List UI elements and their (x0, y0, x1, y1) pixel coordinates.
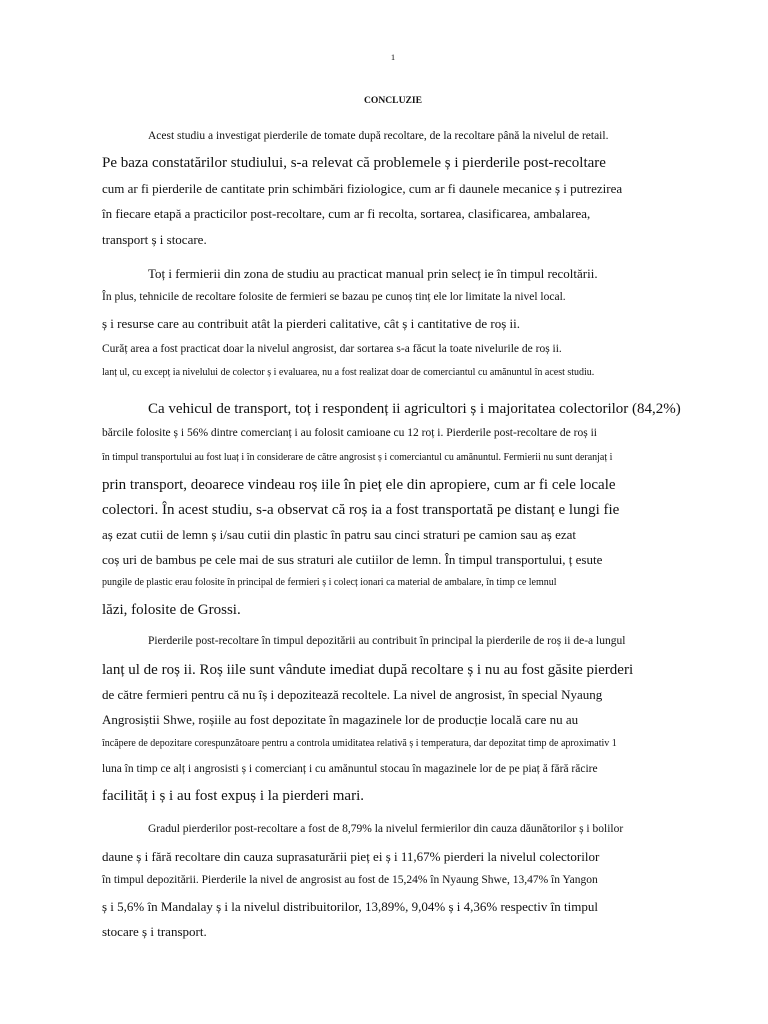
paragraph-line: Angrosiștii Shwe, roșiile au fost depozitate în magazinele lor de producție locală care nu au (102, 712, 579, 727)
paragraph-line: Acest studiu a investigat pierderile de tomate după recoltare, de la recoltare până la nivelul de retail. (148, 130, 609, 142)
paragraph-line: prin transport, deoarece vindeau roș iile în pieț ele din apropiere, cum ar fi cele locale (102, 477, 616, 493)
paragraph-line: În plus, tehnicile de recoltare folosite de fermieri se bazau pe cunoș tinț ele lor limitate la nivel local. (102, 291, 566, 303)
paragraph-line: Pe baza constatărilor studiului, s-a relevat că problemele ș i pierderile post-recoltare (102, 155, 606, 171)
paragraph-line: lăzi, folosite de Grossi. (102, 602, 241, 618)
paragraph-line: încăpere de depozitare corespunzătoare pentru a controla umiditatea relativă ș i temperatura, dar depozitat timp de aproximativ 1 (102, 738, 617, 749)
paragraph-line: pungile de plastic erau folosite în principal de fermieri ș i colecț ionari ca material de ambalare, în timp ce lemnul (102, 577, 557, 588)
paragraph-line: colectori. În acest studiu, s-a observat că roș ia a fost transportată pe distanț e lungi fie (102, 502, 620, 518)
paragraph-line: luna în timp ce alț i angrosisti ș i comercianț i cu amănuntul stocau în magazinele lor de pe piaț ă fără răcire (102, 763, 598, 775)
page-title: CONCLUZIE (364, 95, 422, 106)
paragraph-line: lanț ul de roș ii. Roș iile sunt vândute imediat după recoltare ș i nu au fost găsite pierderi (102, 662, 634, 678)
paragraph-line: Curăț area a fost practicat doar la nivelul angrosist, dar sortarea s-a făcut la toate nivelurile de roș ii. (102, 343, 562, 355)
paragraph-line: Pierderile post-recoltare în timpul depozitării au contribuit în principal la pierderile de roș ii de-a lungul (148, 635, 626, 647)
paragraph-line: bărcile folosite ș i 56% dintre comercianț i au folosit camioane cu 12 roț i. Pierderile post-recoltare de roș ii (102, 427, 597, 439)
paragraph-line: facilităț i ș i au fost expuș i la pierderi mari. (102, 788, 365, 804)
paragraph-line: Ca vehicul de transport, toț i respondenț ii agricultori ș i majoritatea colectorilor (84,2%) (148, 401, 681, 417)
paragraph-line: lanț ul, cu excepț ia nivelului de colector ș i evaluarea, nu a fost realizat doar de comerciantul cu amănuntul în acest studiu. (102, 367, 595, 378)
paragraph-line: de către fermieri pentru că nu îș i depozitează recoltele. La nivel de angrosist, în special Nyaung (102, 687, 603, 702)
paragraph-line: transport ș i stocare. (102, 232, 207, 247)
paragraph-line: coș uri de bambus pe cele mai de sus straturi ale cutiilor de lemn. În timpul transportului, ț esute (102, 552, 603, 567)
paragraph-line: Gradul pierderilor post-recoltare a fost de 8,79% la nivelul fermierilor din cauza dăunătorilor ș i bolilor (148, 823, 624, 835)
paragraph-line: ș i resurse care au contribuit atât la pierderi calitative, cât ș i cantitative de roș ii. (102, 316, 520, 331)
paragraph-line: ș i 5,6% în Mandalay ș i la nivelul distribuitorilor, 13,89%, 9,04% ș i 4,36% respectiv în timpul (102, 899, 598, 914)
paragraph-line: stocare ș i transport. (102, 924, 207, 939)
paragraph-line: Toț i fermierii din zona de studiu au practicat manual prin selecț ie în timpul recoltării. (148, 266, 598, 281)
paragraph-line: în fiecare etapă a practicilor post-recoltare, cum ar fi recolta, sortarea, clasificarea, ambalarea, (102, 206, 591, 221)
paragraph-line: cum ar fi pierderile de cantitate prin schimbări fiziologice, cum ar fi daunele mecanice ș i putrezirea (102, 181, 623, 196)
paragraph-line: în timpul depozitării. Pierderile la nivel de angrosist au fost de 15,24% în Nyaung Shwe, 13,47% în Yangon (102, 874, 598, 886)
paragraph-line: aș ezat cutii de lemn ș i/sau cutii din plastic în patru sau cinci straturi pe camion sau aș ezat (102, 527, 576, 542)
paragraph-line: în timpul transportului au fost luaț i în considerare de către angrosist ș i comerciantul cu amănuntul. Fermierii nu sunt deranjaț i (102, 452, 613, 463)
page-number: 1 (390, 52, 396, 62)
paragraph-line: daune ș i fără recoltare din cauza suprasaturării pieț ei ș i 11,67% pierderi la nivelul colectorilor (102, 849, 600, 864)
